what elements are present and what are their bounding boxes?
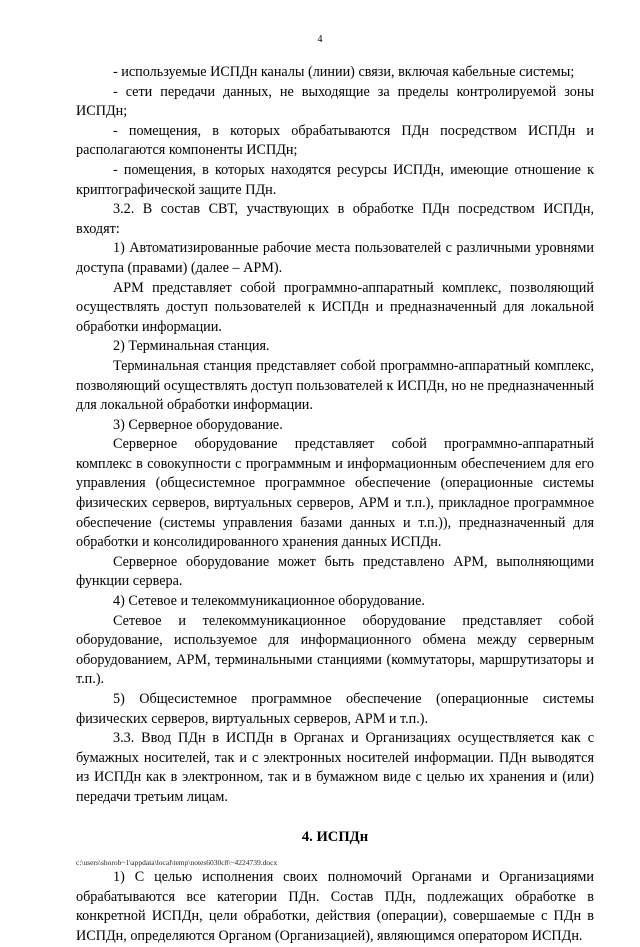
item-1-arm-heading: 1) Автоматизированные рабочие места пользователей с различными уровнями доступа (правами) (далее – АРМ).	[76, 240, 594, 276]
item-2-terminal-heading: 2) Терминальная станция.	[113, 338, 270, 355]
item-5-system-software: 5) Общесистемное программное обеспечение (операционные системы физических серверов, виртуальных серверов, АРМ и т.п.).	[76, 691, 594, 727]
page-number: 4	[317, 34, 323, 45]
footer-file-path: c:\users\shorob~1\appdata\local\temp\notes6030c8\~4224739.docx	[76, 858, 278, 867]
network-description: Сетевое и телекоммуникационное оборудование представляет собой оборудование, используемое для информационного обмена между серверным оборудованием, АРМ, терминальными станциями (коммутаторы, маршрутизаторы и т.п.).	[76, 612, 594, 688]
clause-3-2: 3.2. В состав СВТ, участвующих в обработке ПДн посредством ИСПДн, входят:	[76, 201, 594, 237]
item-4-network-heading: 4) Сетевое и телекоммуникационное оборудование.	[113, 593, 425, 610]
list-item-premises-processing: - помещения, в которых обрабатываются ПДн посредством ИСПДн и располагаются компоненты ИСПДн;	[76, 122, 594, 159]
section-heading: 4. ИСПДн	[301, 828, 369, 845]
arm-description: АРМ представляет собой программно-аппаратный комплекс, позволяющий осуществлять доступ пользователей к ИСПДн и предназначенный для локальной обработки информации.	[76, 279, 594, 335]
list-item-channels: - используемые ИСПДн каналы (линии) связи, включая кабельные системы;	[113, 64, 575, 80]
item-3-server-heading: 3) Серверное оборудование.	[113, 416, 283, 433]
clause-3-3: 3.3. Ввод ПДн в ИСПДн в Органах и Организациях осуществляется как с бумажных носителей, так и с электронных носителей информации. ПДн выводятся из ИСПДн как в электронном, так и в бумажном виде с целью их хранения и (или) передачи третьим лицам.	[76, 730, 594, 805]
server-note: Серверное оборудование может быть представлено АРМ, выполняющими функции сервера.	[76, 553, 594, 590]
list-item-networks: - сети передачи данных, не выходящие за пределы контролируемой зоны ИСПДн;	[76, 83, 594, 120]
section-4-paragraph-1: 1) С целью исполнения своих полномочий Органами и Организациями обрабатываются все категории ПДн. Состав ПДн, подлежащих обработке в конкретной ИСПДн, цели обработки, действия (операции), совершаемые с ПДн в ИСПДн, определяются Органом (Организацией), являющимся оператором ИСПДн.	[76, 869, 594, 944]
document-body	[76, 63, 594, 947]
list-item-premises-crypto: - помещения, в которых находятся ресурсы ИСПДн, имеющие отношение к криптографической защите ПДн.	[76, 161, 594, 198]
terminal-description: Терминальная станция представляет собой программно-аппаратный комплекс, позволяющий осуществлять доступ пользователей к ИСПДн, но не предназначенный для локальной обработки информации.	[76, 357, 594, 414]
server-description: Серверное оборудование представляет собой программно-аппаратный комплекс в совокупности с программным и информационным обеспечением для его управления (общесистемное программное обеспечение (операционные системы физических серверов, виртуальных серверов, АРМ и т.п.), прикладное программное обеспечение (системы управления базами данных и т.п.)), предназначенный для обработки и консолидированного хранения данных ИСПДн.	[76, 436, 594, 551]
